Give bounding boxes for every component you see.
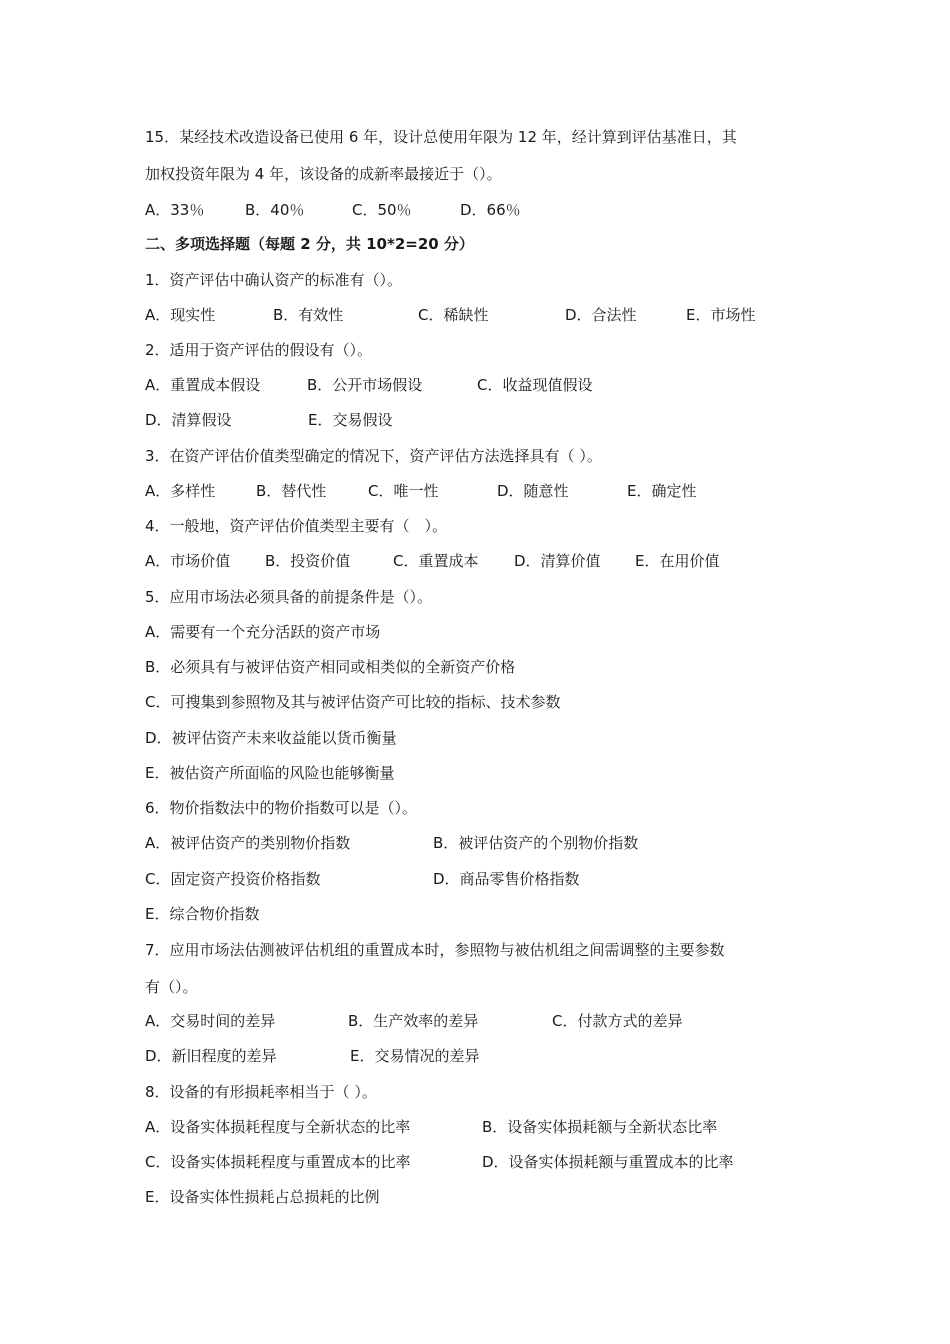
q15-text-line2: 加权投资年限为 4 年，该设备的成新率最接近于（）。: [145, 165, 502, 183]
q8-option-d: D．设备实体损耗额与重置成本的比率: [482, 1153, 734, 1171]
q15-option-b: B．40％: [245, 201, 305, 219]
q8-option-b: B．设备实体损耗额与全新状态比率: [482, 1118, 718, 1136]
q6-option-e: E．综合物价指数: [145, 905, 260, 923]
q4-option-e: E．在用价值: [635, 552, 720, 570]
q15-option-d: D．66％: [460, 201, 521, 219]
q8-text: 8．设备的有形损耗率相当于（ ）。: [145, 1083, 377, 1101]
q7-text-line2: 有（）。: [145, 978, 198, 996]
q2-option-c: C．收益现值假设: [477, 376, 593, 394]
q3-option-e: E．确定性: [627, 482, 697, 500]
q3-text: 3．在资产评估价值类型确定的情况下，资产评估方法选择具有（ ）。: [145, 447, 602, 465]
q15-option-c: C．50％: [352, 201, 412, 219]
q15-text-line1: 15．某经技术改造设备已使用 6 年，设计总使用年限为 12 年，经计算到评估基准日，其: [145, 128, 737, 146]
q7-option-a: A．交易时间的差异: [145, 1012, 276, 1030]
q3-option-c: C．唯一性: [368, 482, 439, 500]
q7-option-d: D．新旧程度的差异: [145, 1047, 277, 1065]
section-heading: 二、多项选择题（每题 2 分，共 10*2=20 分）: [145, 235, 474, 253]
q6-text: 6．物价指数法中的物价指数可以是（）。: [145, 799, 418, 817]
q6-option-a: A．被评估资产的类别物价指数: [145, 834, 351, 852]
q7-option-c: C．付款方式的差异: [552, 1012, 683, 1030]
q1-option-e: E．市场性: [686, 306, 756, 324]
q3-option-a: A．多样性: [145, 482, 216, 500]
q7-option-b: B．生产效率的差异: [348, 1012, 479, 1030]
q1-option-c: C．稀缺性: [418, 306, 489, 324]
q2-option-e: E．交易假设: [308, 411, 393, 429]
q5-option-b: B．必须具有与被评估资产相同或相类似的全新资产价格: [145, 658, 516, 676]
q1-text: 1．资产评估中确认资产的标准有（）。: [145, 271, 403, 289]
q2-option-b: B．公开市场假设: [307, 376, 423, 394]
q5-option-e: E．被估资产所面临的风险也能够衡量: [145, 764, 395, 782]
q3-option-b: B．替代性: [256, 482, 327, 500]
q4-option-c: C．重置成本: [393, 552, 479, 570]
q5-option-d: D．被评估资产未来收益能以货币衡量: [145, 729, 397, 747]
q2-text: 2．适用于资产评估的假设有（）。: [145, 341, 373, 359]
q6-option-c: C．固定资产投资价格指数: [145, 870, 321, 888]
q6-option-b: B．被评估资产的个别物价指数: [433, 834, 639, 852]
q8-option-e: E．设备实体性损耗占总损耗的比例: [145, 1188, 380, 1206]
q5-option-a: A．需要有一个充分活跃的资产市场: [145, 623, 381, 641]
q2-option-a: A．重置成本假设: [145, 376, 261, 394]
q7-text-line1: 7．应用市场法估测被评估机组的重置成本时，参照物与被估机组之间需调整的主要参数: [145, 941, 725, 959]
q3-option-d: D．随意性: [497, 482, 569, 500]
q15-option-a: A．33％: [145, 201, 205, 219]
q5-option-c: C．可搜集到参照物及其与被评估资产可比较的指标、技术参数: [145, 693, 561, 711]
q1-option-d: D．合法性: [565, 306, 637, 324]
q2-option-d: D．清算假设: [145, 411, 232, 429]
q6-option-d: D．商品零售价格指数: [433, 870, 580, 888]
q4-text: 4．一般地，资产评估价值类型主要有（ ）。: [145, 517, 448, 535]
q1-option-b: B．有效性: [273, 306, 344, 324]
q5-text: 5．应用市场法必须具备的前提条件是（）。: [145, 588, 433, 606]
q8-option-c: C．设备实体损耗程度与重置成本的比率: [145, 1153, 411, 1171]
q4-option-a: A．市场价值: [145, 552, 231, 570]
q1-option-a: A．现实性: [145, 306, 216, 324]
q4-option-d: D．清算价值: [514, 552, 601, 570]
q8-option-a: A．设备实体损耗程度与全新状态的比率: [145, 1118, 411, 1136]
q4-option-b: B．投资价值: [265, 552, 351, 570]
q7-option-e: E．交易情况的差异: [350, 1047, 480, 1065]
